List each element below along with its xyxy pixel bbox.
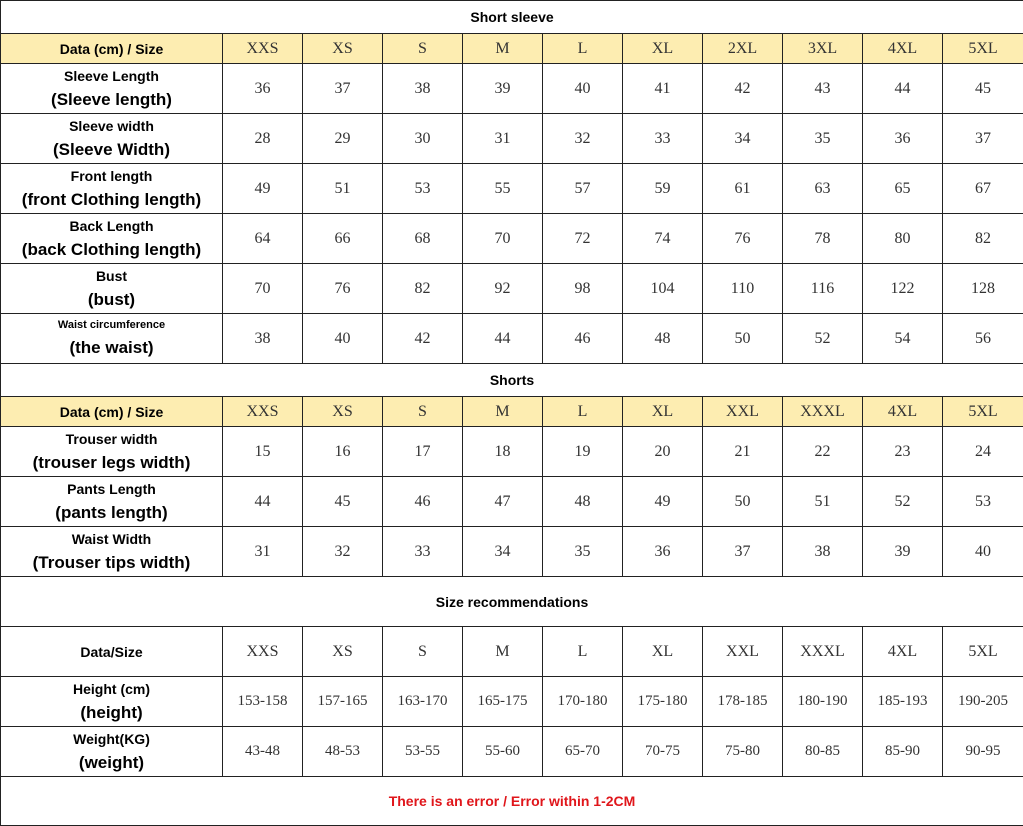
- value-cell: 40: [303, 314, 383, 364]
- value-cell: 74: [623, 214, 703, 264]
- value-cell: 56: [943, 314, 1023, 364]
- value-cell: 49: [223, 164, 303, 214]
- value-cell: 50: [703, 477, 783, 527]
- row-label-primary: Height (cm): [1, 681, 222, 697]
- value-cell: 157-165: [303, 677, 383, 727]
- size-header-cell: XL: [623, 397, 703, 427]
- size-header-cell: S: [383, 627, 463, 677]
- size-header-cell: M: [463, 627, 543, 677]
- error-note: There is an error / Error within 1-2CM: [1, 777, 1023, 826]
- value-cell: 33: [623, 114, 703, 164]
- value-cell: 19: [543, 427, 623, 477]
- value-cell: 16: [303, 427, 383, 477]
- value-cell: 53-55: [383, 727, 463, 777]
- value-cell: 53: [943, 477, 1023, 527]
- row-label: [1, 314, 223, 364]
- value-cell: 39: [463, 64, 543, 114]
- row-label-secondary: (weight): [1, 753, 222, 773]
- value-cell: 44: [223, 477, 303, 527]
- value-cell: 72: [543, 214, 623, 264]
- value-cell: 153-158: [223, 677, 303, 727]
- value-cell: 42: [703, 64, 783, 114]
- size-header-cell: XXXL: [783, 627, 863, 677]
- value-cell: 82: [943, 214, 1023, 264]
- table-row: [1, 214, 1023, 264]
- value-cell: 43-48: [223, 727, 303, 777]
- short-sleeve-header-row: [1, 34, 1023, 64]
- value-cell: 80-85: [783, 727, 863, 777]
- value-cell: 170-180: [543, 677, 623, 727]
- row-label-primary: Front length: [1, 168, 222, 184]
- value-cell: 36: [623, 527, 703, 577]
- value-cell: 54: [863, 314, 943, 364]
- value-cell: 78: [783, 214, 863, 264]
- table-row: [1, 164, 1023, 214]
- value-cell: 21: [703, 427, 783, 477]
- shorts-header-row: [1, 397, 1023, 427]
- value-cell: 17: [383, 427, 463, 477]
- size-header-cell: XL: [623, 627, 703, 677]
- value-cell: 40: [543, 64, 623, 114]
- size-header-cell: 3XL: [783, 34, 863, 64]
- row-label: [1, 264, 223, 314]
- value-cell: 49: [623, 477, 703, 527]
- value-cell: 20: [623, 427, 703, 477]
- value-cell: 104: [623, 264, 703, 314]
- value-cell: 45: [943, 64, 1023, 114]
- size-header-cell: XXXL: [783, 397, 863, 427]
- value-cell: 31: [463, 114, 543, 164]
- value-cell: 70-75: [623, 727, 703, 777]
- size-recommendations-title: Size recommendations: [1, 577, 1023, 627]
- value-cell: 18: [463, 427, 543, 477]
- shorts-title-row: [1, 364, 1023, 397]
- value-cell: 33: [383, 527, 463, 577]
- row-label: [1, 64, 223, 114]
- value-cell: 165-175: [463, 677, 543, 727]
- error-note-row: [1, 777, 1023, 826]
- value-cell: 85-90: [863, 727, 943, 777]
- size-header-cell: 5XL: [943, 627, 1023, 677]
- value-cell: 92: [463, 264, 543, 314]
- value-cell: 50: [703, 314, 783, 364]
- value-cell: 64: [223, 214, 303, 264]
- value-cell: 53: [383, 164, 463, 214]
- row-label: [1, 477, 223, 527]
- size-header-cell: XXL: [703, 627, 783, 677]
- value-cell: 98: [543, 264, 623, 314]
- size-header-cell: S: [383, 34, 463, 64]
- value-cell: 82: [383, 264, 463, 314]
- value-cell: 70: [223, 264, 303, 314]
- value-cell: 116: [783, 264, 863, 314]
- table-row: [1, 677, 1023, 727]
- value-cell: 122: [863, 264, 943, 314]
- value-cell: 34: [703, 114, 783, 164]
- row-label: [1, 214, 223, 264]
- row-label: [1, 164, 223, 214]
- value-cell: 59: [623, 164, 703, 214]
- table-row: [1, 314, 1023, 364]
- value-cell: 63: [783, 164, 863, 214]
- size-recommendations-title-row: [1, 577, 1023, 627]
- size-header-cell: 4XL: [863, 627, 943, 677]
- size-header-cell: L: [543, 34, 623, 64]
- value-cell: 36: [863, 114, 943, 164]
- value-cell: 28: [223, 114, 303, 164]
- value-cell: 178-185: [703, 677, 783, 727]
- value-cell: 38: [223, 314, 303, 364]
- header-label: Data (cm) / Size: [1, 34, 223, 64]
- value-cell: 48: [623, 314, 703, 364]
- value-cell: 44: [463, 314, 543, 364]
- value-cell: 42: [383, 314, 463, 364]
- value-cell: 55: [463, 164, 543, 214]
- value-cell: 31: [223, 527, 303, 577]
- table-row: [1, 64, 1023, 114]
- value-cell: 51: [783, 477, 863, 527]
- value-cell: 40: [943, 527, 1023, 577]
- value-cell: 61: [703, 164, 783, 214]
- value-cell: 48-53: [303, 727, 383, 777]
- value-cell: 47: [463, 477, 543, 527]
- value-cell: 46: [383, 477, 463, 527]
- row-label: [1, 727, 223, 777]
- value-cell: 76: [703, 214, 783, 264]
- size-header-cell: XS: [303, 397, 383, 427]
- value-cell: 23: [863, 427, 943, 477]
- size-header-cell: XXS: [223, 627, 303, 677]
- size-header-cell: 5XL: [943, 397, 1023, 427]
- header-label: Data/Size: [1, 627, 223, 677]
- row-label-primary: Pants Length: [1, 481, 222, 497]
- size-header-cell: S: [383, 397, 463, 427]
- value-cell: 39: [863, 527, 943, 577]
- value-cell: 128: [943, 264, 1023, 314]
- size-header-cell: 4XL: [863, 34, 943, 64]
- row-label-secondary: (Sleeve Width): [1, 140, 222, 160]
- value-cell: 180-190: [783, 677, 863, 727]
- value-cell: 37: [943, 114, 1023, 164]
- size-header-cell: XXS: [223, 34, 303, 64]
- size-header-cell: XXS: [223, 397, 303, 427]
- row-label-primary: Weight(KG): [1, 731, 222, 747]
- value-cell: 37: [703, 527, 783, 577]
- row-label-primary: Waist circumference: [1, 319, 222, 332]
- row-label: [1, 677, 223, 727]
- value-cell: 29: [303, 114, 383, 164]
- value-cell: 30: [383, 114, 463, 164]
- value-cell: 46: [543, 314, 623, 364]
- value-cell: 110: [703, 264, 783, 314]
- row-label: [1, 114, 223, 164]
- value-cell: 48: [543, 477, 623, 527]
- table-row: [1, 114, 1023, 164]
- table-row: [1, 427, 1023, 477]
- row-label-secondary: (bust): [1, 290, 222, 310]
- table-row: [1, 727, 1023, 777]
- row-label-primary: Sleeve Length: [1, 68, 222, 84]
- size-header-cell: 4XL: [863, 397, 943, 427]
- value-cell: 35: [543, 527, 623, 577]
- value-cell: 32: [543, 114, 623, 164]
- value-cell: 65: [863, 164, 943, 214]
- row-label-secondary: (height): [1, 703, 222, 723]
- row-label-secondary: (Sleeve length): [1, 90, 222, 110]
- value-cell: 38: [383, 64, 463, 114]
- value-cell: 75-80: [703, 727, 783, 777]
- size-header-cell: 5XL: [943, 34, 1023, 64]
- size-header-cell: XS: [303, 627, 383, 677]
- value-cell: 190-205: [943, 677, 1023, 727]
- value-cell: 43: [783, 64, 863, 114]
- value-cell: 55-60: [463, 727, 543, 777]
- value-cell: 163-170: [383, 677, 463, 727]
- size-header-cell: XXL: [703, 397, 783, 427]
- value-cell: 52: [863, 477, 943, 527]
- row-label: [1, 527, 223, 577]
- value-cell: 41: [623, 64, 703, 114]
- value-cell: 38: [783, 527, 863, 577]
- row-label-secondary: (trouser legs width): [1, 453, 222, 473]
- size-header-cell: XL: [623, 34, 703, 64]
- row-label-secondary: (Trouser tips width): [1, 553, 222, 573]
- shorts-title: Shorts: [1, 364, 1023, 397]
- value-cell: 51: [303, 164, 383, 214]
- value-cell: 35: [783, 114, 863, 164]
- header-label: Data (cm) / Size: [1, 397, 223, 427]
- value-cell: 24: [943, 427, 1023, 477]
- row-label-primary: Bust: [1, 268, 222, 284]
- value-cell: 32: [303, 527, 383, 577]
- value-cell: 22: [783, 427, 863, 477]
- value-cell: 45: [303, 477, 383, 527]
- row-label-primary: Sleeve width: [1, 118, 222, 134]
- size-header-cell: XS: [303, 34, 383, 64]
- value-cell: 80: [863, 214, 943, 264]
- row-label-primary: Trouser width: [1, 431, 222, 447]
- table-row: [1, 264, 1023, 314]
- row-label-secondary: (the waist): [1, 338, 222, 358]
- size-header-cell: M: [463, 397, 543, 427]
- value-cell: 185-193: [863, 677, 943, 727]
- value-cell: 57: [543, 164, 623, 214]
- value-cell: 44: [863, 64, 943, 114]
- size-header-cell: L: [543, 397, 623, 427]
- value-cell: 65-70: [543, 727, 623, 777]
- size-header-cell: 2XL: [703, 34, 783, 64]
- value-cell: 34: [463, 527, 543, 577]
- size-header-cell: L: [543, 627, 623, 677]
- value-cell: 76: [303, 264, 383, 314]
- value-cell: 70: [463, 214, 543, 264]
- table-row: [1, 527, 1023, 577]
- table-row: [1, 477, 1023, 527]
- short-sleeve-title: Short sleeve: [1, 1, 1023, 34]
- size-header-cell: M: [463, 34, 543, 64]
- value-cell: 52: [783, 314, 863, 364]
- short-sleeve-title-row: [1, 1, 1023, 34]
- value-cell: 90-95: [943, 727, 1023, 777]
- value-cell: 68: [383, 214, 463, 264]
- row-label-secondary: (back Clothing length): [1, 240, 222, 260]
- value-cell: 37: [303, 64, 383, 114]
- value-cell: 36: [223, 64, 303, 114]
- value-cell: 67: [943, 164, 1023, 214]
- row-label-secondary: (front Clothing length): [1, 190, 222, 210]
- recommendations-header-row: [1, 627, 1023, 677]
- row-label-secondary: (pants length): [1, 503, 222, 523]
- value-cell: 175-180: [623, 677, 703, 727]
- row-label-primary: Back Length: [1, 218, 222, 234]
- row-label: [1, 427, 223, 477]
- row-label-primary: Waist Width: [1, 531, 222, 547]
- value-cell: 66: [303, 214, 383, 264]
- value-cell: 15: [223, 427, 303, 477]
